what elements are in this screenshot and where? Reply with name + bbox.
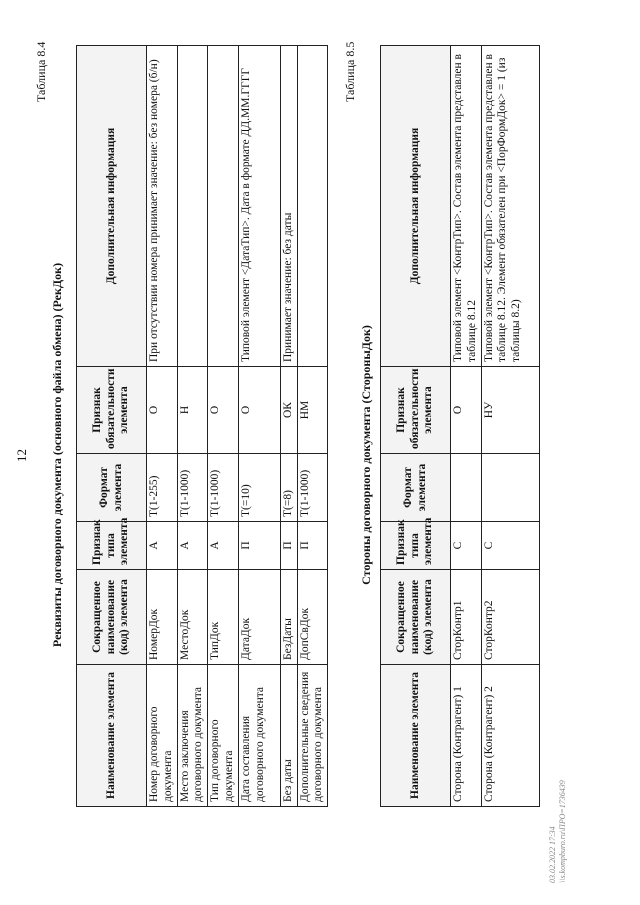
stamp-date: 03.02.2022 17:34: [548, 826, 557, 883]
table-row: [238, 46, 280, 807]
table-row: [280, 46, 297, 807]
table-title: Стороны договорного документа (СтороныДок): [359, 325, 373, 585]
table-requisites: [76, 45, 328, 807]
table-header-cell: Признак типа элемента: [381, 522, 451, 570]
table-cell: НМ: [297, 367, 328, 454]
table-cell: [177, 46, 208, 367]
table-header-cell: Признак обязательности элемента: [77, 367, 147, 454]
table-cell: При отсутствии номера принимает значение: без номера (б/н): [147, 46, 178, 367]
table-cell: А: [147, 522, 178, 570]
table-cell: [451, 454, 482, 522]
page-number: 12: [14, 449, 29, 462]
table-parties: [380, 45, 540, 807]
table-cell: ДопСвДок: [297, 570, 328, 665]
table-cell: [481, 454, 539, 522]
table-header-cell: Сокращенное наименование (код) элемента: [77, 570, 147, 665]
table-header-row: [77, 46, 147, 807]
table-cell: Без даты: [280, 665, 297, 807]
stamp-path: \\s.kompburo.ru\ПРО=1736439: [558, 780, 568, 883]
table-cell: T(1-255): [147, 454, 178, 522]
table-row: [177, 46, 208, 807]
table-cell: Принимает значение: без даты: [280, 46, 297, 367]
table-cell: T(=8): [280, 454, 297, 522]
table-cell: Дополнительные сведения договорного документа: [297, 665, 328, 807]
table-header-cell: Признак обязательности элемента: [381, 367, 451, 454]
table-cell: П: [297, 522, 328, 570]
table-cell: Сторона (Контрагент) 1: [451, 665, 482, 807]
table-cell: T(1-1000): [297, 454, 328, 522]
table-cell: О: [208, 367, 239, 454]
table-header-cell: Формат элемента: [381, 454, 451, 522]
table-row: [297, 46, 328, 807]
table-cell: T(1-1000): [177, 454, 208, 522]
table-cell: МестоДок: [177, 570, 208, 665]
table-cell: А: [208, 522, 239, 570]
table-header-cell: Сокращенное наименование (код) элемента: [381, 570, 451, 665]
table-cell: ОК: [280, 367, 297, 454]
table-cell: Тип договорного документа: [208, 665, 239, 807]
table-cell: Место заключения договорного документа: [177, 665, 208, 807]
table-row: [481, 46, 539, 807]
table-cell: О: [451, 367, 482, 454]
table-row: [451, 46, 482, 807]
table-cell: Типовой элемент <КонтрТип>. Состав элемента представлен в таблице 8.12: [451, 46, 482, 367]
table-cell: О: [147, 367, 178, 454]
table-title: Реквизиты договорного документа (основного файла обмена) (РекДок): [50, 262, 64, 648]
table-cell: Номер договорного документа: [147, 665, 178, 807]
table-cell: [208, 46, 239, 367]
document-stamp: [548, 780, 569, 883]
table-cell: T(1-1000): [208, 454, 239, 522]
table-cell: СторКонтр2: [481, 570, 539, 665]
table-row: [208, 46, 239, 807]
table-cell: НомерДок: [147, 570, 178, 665]
table-header-row: [381, 46, 451, 807]
table-caption: Таблица 8.5: [343, 41, 357, 102]
table-cell: [297, 46, 328, 367]
table-cell: А: [177, 522, 208, 570]
table-header-cell: Признак типа элемента: [77, 522, 147, 570]
table-cell: БезДаты: [280, 570, 297, 665]
table-header-cell: Дополнительная информация: [381, 46, 451, 367]
table-cell: Сторона (Контрагент) 2: [481, 665, 539, 807]
table-cell: С: [481, 522, 539, 570]
table-cell: ДатаДок: [238, 570, 280, 665]
table-cell: О: [238, 367, 280, 454]
table-header-cell: Дополнительная информация: [77, 46, 147, 367]
table-cell: П: [280, 522, 297, 570]
table-cell: Типовой элемент <КонтрТип>. Состав элемента представлен в таблице 8.12. Элемент обязателен при <ПорФормДок> = 1 (из таблицы 8.2): [481, 46, 539, 367]
table-cell: Н: [177, 367, 208, 454]
table-cell: С: [451, 522, 482, 570]
table-cell: П: [238, 522, 280, 570]
table-cell: ТипДок: [208, 570, 239, 665]
table-header-cell: Наименование элемента: [77, 665, 147, 807]
table-caption: Таблица 8.4: [34, 41, 48, 102]
table-header-cell: Наименование элемента: [381, 665, 451, 807]
table-cell: СторКонтр1: [451, 570, 482, 665]
table-cell: Типовой элемент <ДатаТип>. Дата в формате ДД.ММ.ГГГГ: [238, 46, 280, 367]
table-cell: НУ: [481, 367, 539, 454]
table-row: [147, 46, 178, 807]
table-header-cell: Формат элемента: [77, 454, 147, 522]
table-cell: T(=10): [238, 454, 280, 522]
table-cell: Дата составления договорного документа: [238, 665, 280, 807]
